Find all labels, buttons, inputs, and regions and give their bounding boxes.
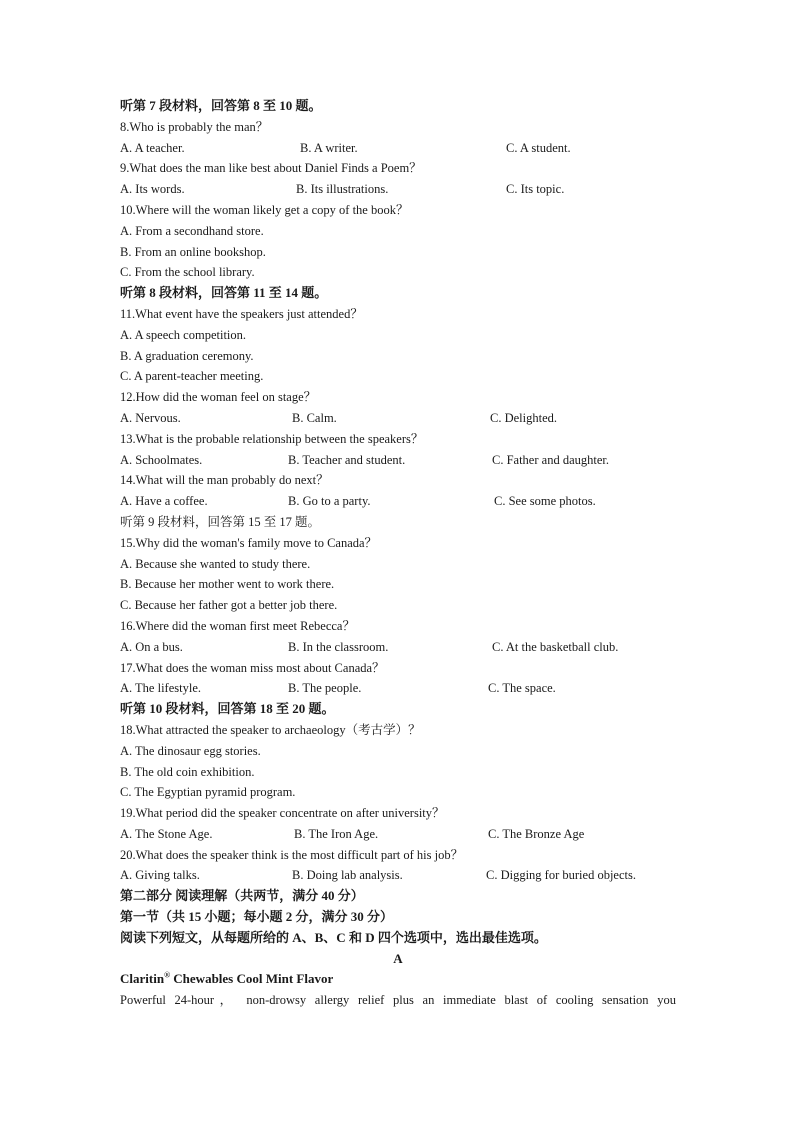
option-b: B. The Iron Age. (294, 826, 379, 841)
option-a: A. The lifestyle. (120, 681, 201, 696)
question-15: 15.Why did the woman's family move to Canada？ (120, 535, 378, 550)
section-heading-7: 听第 7 段材料，回答第 8 至 10 题。 (120, 98, 322, 113)
option-b: B. A writer. (300, 140, 358, 155)
question-12: 12.How did the woman feel on stage？ (120, 390, 317, 405)
question-19: 19.What period did the speaker concentrate on after university？ (120, 806, 445, 821)
options-17 (120, 678, 680, 699)
option-15-a: A. Because she wanted to study there. (120, 556, 311, 571)
question-11: 11.What event have the speakers just attended？ (120, 306, 363, 321)
option-10-b: B. From an online bookshop. (120, 244, 266, 259)
question-18: 18.What attracted the speaker to archaeology（考古学）？ (120, 722, 421, 737)
section-heading-9: 听第 9 段材料，回答第 15 至 17 题。 (120, 514, 321, 529)
options-14 (120, 491, 680, 512)
option-b: B. Doing lab analysis. (292, 868, 403, 883)
options-19 (120, 824, 680, 845)
option-a: A. Have a coffee. (120, 494, 208, 509)
option-18-c: C. The Egyptian pyramid program. (120, 785, 296, 800)
option-11-b: B. A graduation ceremony. (120, 348, 254, 363)
option-18-a: A. The dinosaur egg stories. (120, 743, 261, 758)
option-b: B. In the classroom. (288, 639, 389, 654)
option-15-c: C. Because her father got a better job there. (120, 598, 338, 613)
option-a: A. Nervous. (120, 410, 181, 425)
section-heading-8: 听第 8 段材料，回答第 11 至 14 题。 (120, 285, 328, 301)
option-b: B. The people. (288, 681, 362, 696)
option-11-c: C. A parent-teacher meeting. (120, 369, 264, 384)
option-c: C. Digging for buried objects. (486, 868, 636, 883)
option-b: B. Calm. (292, 410, 337, 425)
option-c: C. The Bronze Age (488, 826, 585, 841)
option-c: C. Its topic. (506, 182, 565, 197)
passage-label: A (393, 950, 403, 966)
option-a: A. The Stone Age. (120, 826, 213, 841)
option-c: C. Delighted. (490, 410, 558, 425)
option-a: A. Giving talks. (120, 868, 200, 883)
option-10-a: A. From a secondhand store. (120, 223, 264, 238)
option-15-b: B. Because her mother went to work there. (120, 577, 335, 592)
product-name-rest: Chewables Cool Mint Flavor (170, 971, 334, 987)
option-c: C. Father and daughter. (492, 452, 609, 467)
question-20: 20.What does the speaker think is the most difficult part of his job？ (120, 847, 464, 862)
product-name: Claritin (120, 971, 165, 987)
part-two-title: 第二部分 阅读理解（共两节，满分 40 分） (120, 888, 364, 904)
option-a: A. Its words. (120, 182, 185, 197)
registered-mark: ® (164, 971, 171, 981)
option-11-a: A. A speech competition. (120, 327, 247, 342)
options-8 (120, 138, 680, 159)
option-a: A. A teacher. (120, 140, 185, 155)
question-14: 14.What will the man probably do next？ (120, 473, 329, 488)
option-b: B. Its illustrations. (296, 182, 389, 197)
option-b: B. Teacher and student. (288, 452, 406, 467)
reading-instruction: 阅读下列短文，从每题所给的 A、B、C 和 D 四个选项中，选出最佳选项。 (120, 929, 547, 945)
option-a: A. Schoolmates. (120, 452, 203, 467)
question-16: 16.Where did the woman first meet Rebecca？ (120, 618, 355, 633)
options-12 (120, 408, 680, 429)
passage-text: Powerful 24-hour， non-drowsy allergy relief plus an immediate blast of cooling sensation you (120, 993, 676, 1008)
question-10: 10.Where will the woman likely get a copy of the book？ (120, 202, 409, 217)
option-a: A. On a bus. (120, 639, 183, 654)
option-c: C. At the basketball club. (492, 639, 619, 654)
section-one-title: 第一节（共 15 小题；每小题 2 分，满分 30 分） (120, 909, 394, 925)
option-c: C. See some photos. (494, 494, 596, 509)
option-c: C. The space. (488, 681, 556, 696)
option-18-b: B. The old coin exhibition. (120, 764, 255, 779)
options-13 (120, 450, 680, 471)
options-20 (120, 865, 680, 886)
option-c: C. A student. (506, 140, 571, 155)
exam-page (120, 96, 680, 1011)
option-10-c: C. From the school library. (120, 265, 255, 280)
options-9 (120, 179, 680, 200)
options-16 (120, 637, 680, 658)
section-heading-10: 听第 10 段材料，回答第 18 至 20 题。 (120, 701, 335, 717)
question-9: 9.What does the man like best about Daniel Finds a Poem？ (120, 161, 422, 176)
question-8: 8.Who is probably the man？ (120, 119, 269, 134)
option-b: B. Go to a party. (288, 494, 371, 509)
question-17: 17.What does the woman miss most about Canada？ (120, 660, 385, 675)
question-13: 13.What is the probable relationship between the speakers？ (120, 431, 424, 446)
product-title (120, 969, 680, 990)
